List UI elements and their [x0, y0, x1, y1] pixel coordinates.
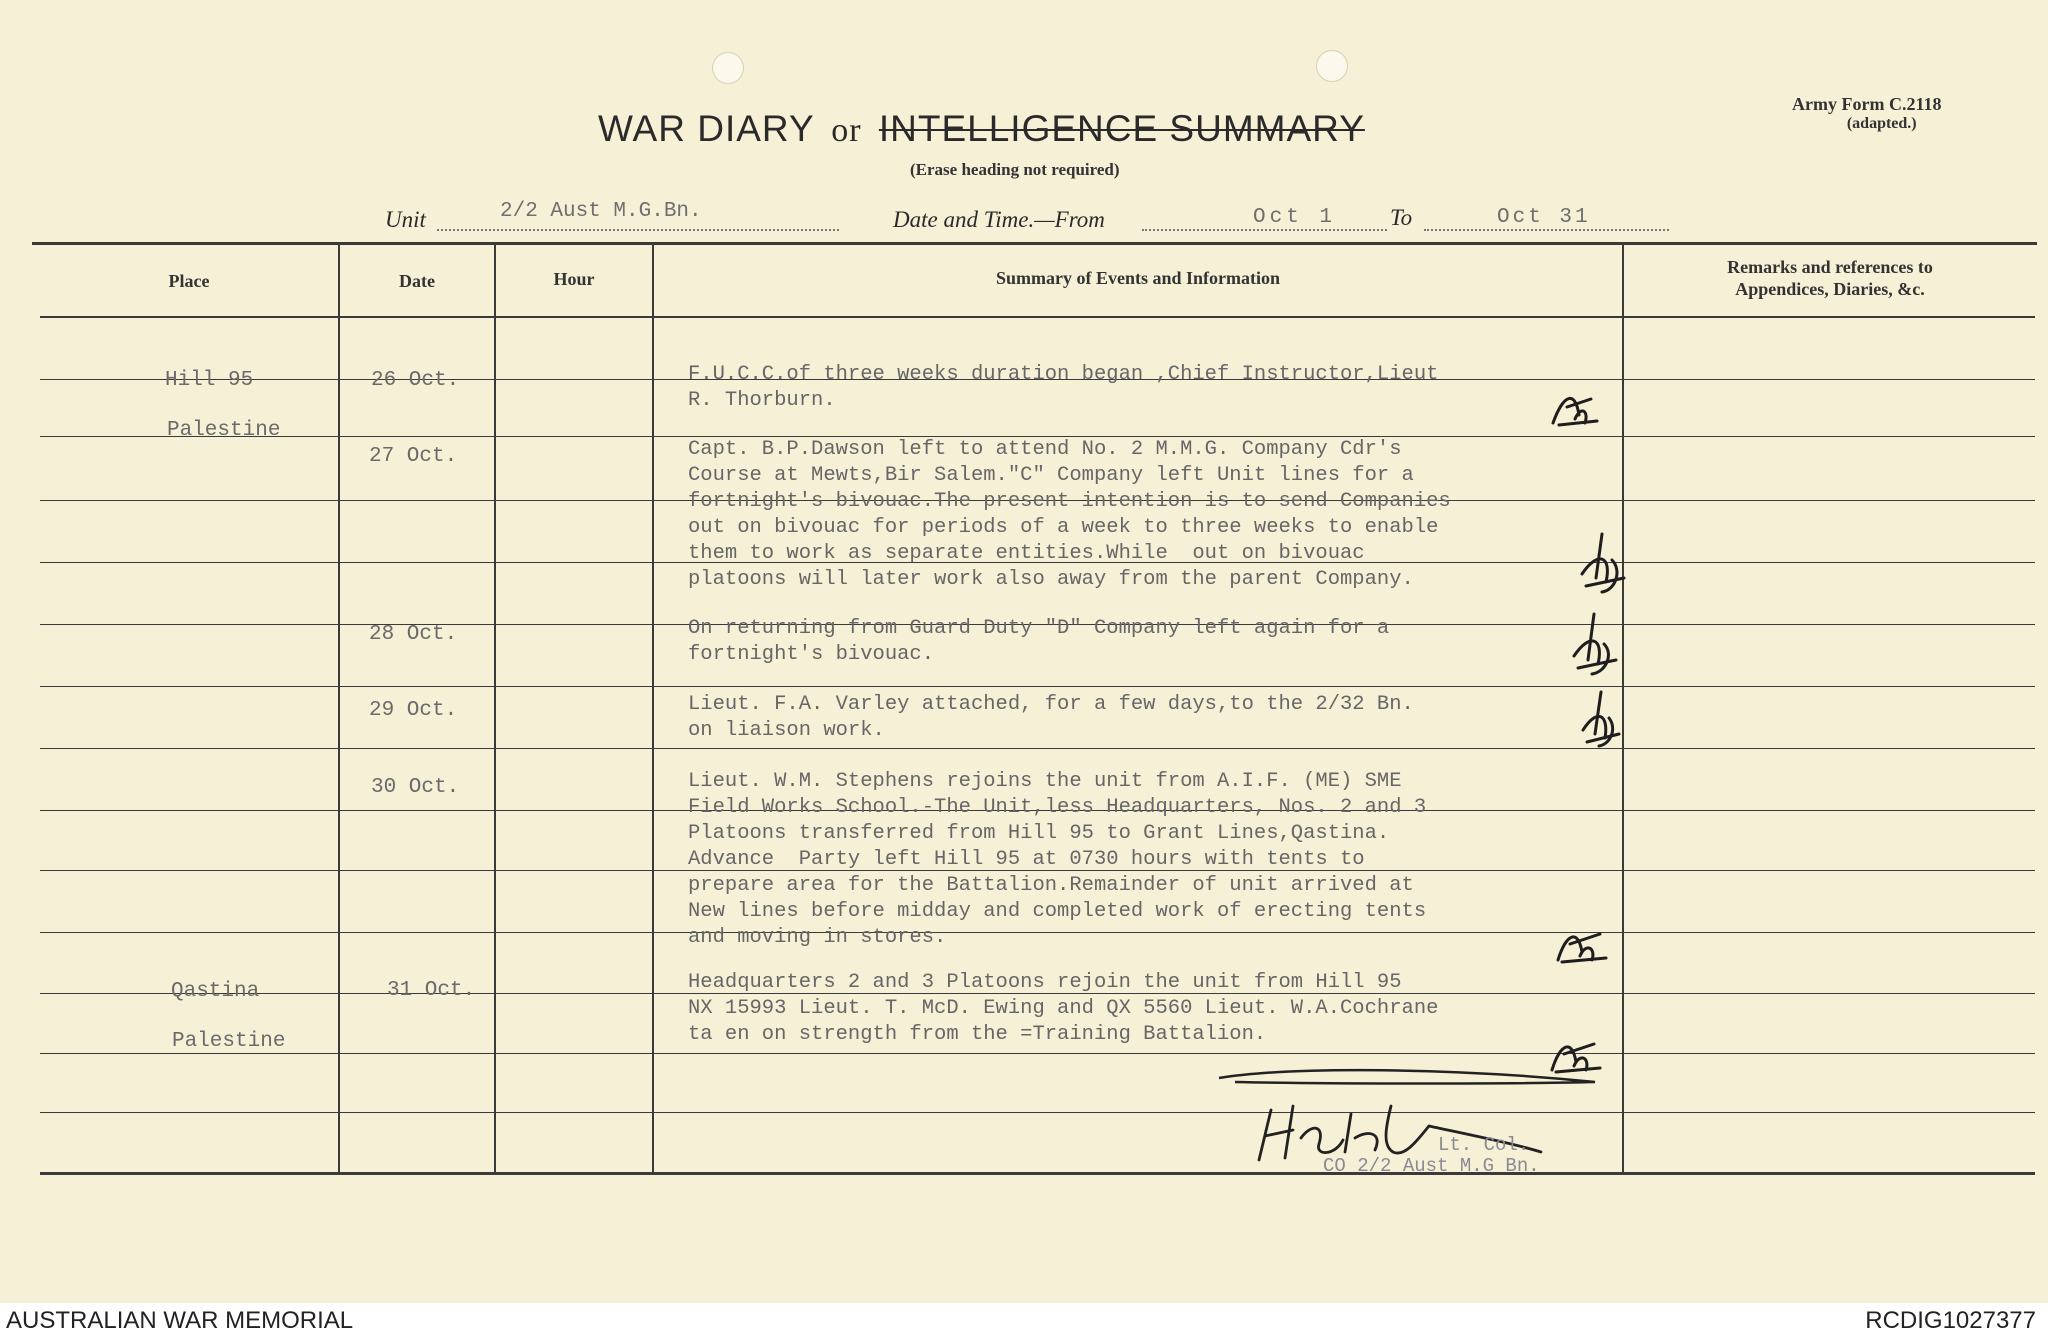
col-divider-hour-summary	[652, 243, 654, 1173]
co-appointment: CO 2/2 Aust M.G Bn.	[1323, 1155, 1540, 1177]
entry-summary: F.U.C.C.of three weeks duration began ,Chief Instructor,Lieut R. Thorburn.	[688, 363, 1439, 412]
ruled-line	[40, 748, 2035, 749]
entry-summary: Capt. B.P.Dawson left to attend No. 2 M.M.G. Company Cdr's Course at Mewts,Bir Salem."C" Company left Unit lines for a fortnight's bivouac.The present intention is to send Companies out on bivouac for periods of a week to three weeks to enable them to work as separate entities.While out on bivouac platoons will later work also away from the parent Company.	[688, 438, 1451, 591]
entry-date: 29 Oct.	[369, 699, 458, 722]
initials-mark	[1548, 920, 1614, 968]
col-head-remarks-line2: Appendices, Diaries, &c.	[1735, 279, 1925, 299]
form-title	[598, 108, 1365, 150]
footer-record-id: RCDIG1027377	[1865, 1307, 2036, 1334]
col-head-place: Place	[168, 271, 210, 291]
entry-place: Hill 95	[165, 369, 254, 392]
ruled-line	[40, 686, 2035, 687]
date-time-label: Date and Time.—From	[893, 207, 1105, 232]
unit-value: 2/2 Aust M.G.Bn.	[500, 200, 702, 223]
col-head-date: Date	[399, 271, 435, 291]
ruled-line	[40, 1053, 2035, 1054]
entry-summary: Lieut. W.M. Stephens rejoins the unit from A.I.F. (ME) SME Field Works School.-The Unit,less Headquarters, Nos. 2 and 3 Platoons transferred from Hill 95 to Grant Lines,Qastina. Advance Party left Hill 95 at 0730 hours with tents to prepare area for the Battalion.Remainder of unit arrived at New lines before midday and completed work of erecting tents and moving in stores.	[688, 770, 1427, 949]
punch-hole-left	[712, 52, 744, 84]
to-label: To	[1390, 205, 1413, 230]
army-form-number	[1792, 94, 1941, 133]
from-value: Oct 1	[1253, 206, 1337, 229]
ruled-line	[40, 1112, 2035, 1113]
initials-mark	[1572, 530, 1634, 602]
title-war-diary: WAR DIARY	[598, 108, 814, 149]
unit-label: Unit	[385, 207, 426, 232]
to-value: Oct 31	[1497, 206, 1591, 229]
entry-date: 28 Oct.	[369, 623, 458, 646]
unit-dotline	[437, 229, 839, 231]
title-intelligence-summary: INTELLIGENCE SUMMARY	[878, 108, 1365, 149]
entry-date: 26 Oct.	[371, 369, 460, 392]
col-head-remarks-line1: Remarks and references to	[1727, 257, 1933, 277]
entry-place: Palestine	[167, 419, 281, 442]
footer-institution: AUSTRALIAN WAR MEMORIAL	[6, 1307, 354, 1334]
initials-mark	[1577, 688, 1625, 754]
col-head-remarks	[1624, 256, 2036, 300]
army-form-sub: (adapted.)	[1846, 115, 1917, 132]
col-divider-place-date	[338, 243, 340, 1173]
punch-hole-right	[1316, 50, 1348, 82]
title-or: or	[831, 112, 862, 149]
col-divider-date-hour	[494, 243, 496, 1173]
entry-date: 31 Oct.	[387, 979, 476, 1002]
initials-mark	[1566, 610, 1624, 682]
entry-summary: Headquarters 2 and 3 Platoons rejoin the unit from Hill 95 NX 15993 Lieut. T. McD. Ewing and QX 5560 Lieut. W.A.Cochrane ta en on strength from the =Training Battalion.	[688, 971, 1439, 1046]
co-signature	[1215, 1060, 1605, 1170]
archive-footer	[0, 1303, 2048, 1338]
col-head-hour: Hour	[553, 269, 595, 289]
entry-date: 30 Oct.	[371, 776, 460, 799]
to-dotline	[1424, 229, 1669, 231]
entry-place: Palestine	[172, 1030, 286, 1053]
col-head-summary: Summary of Events and Information	[995, 268, 1281, 288]
co-rank: Lt. Col.	[1438, 1134, 1530, 1156]
table-top-rule	[32, 242, 2037, 245]
entry-summary: On returning from Guard Duty "D" Company left again for a fortnight's bivouac.	[688, 617, 1390, 666]
erase-note: (Erase heading not required)	[910, 160, 1120, 179]
entry-date: 27 Oct.	[369, 445, 458, 468]
entry-place: Qastina	[171, 980, 260, 1003]
initials-mark	[1545, 385, 1605, 433]
entry-summary: Lieut. F.A. Varley attached, for a few days,to the 2/32 Bn. on liaison work.	[688, 693, 1414, 742]
from-dotline	[1142, 229, 1387, 231]
army-form-label: Army Form C.2118	[1792, 94, 1942, 114]
